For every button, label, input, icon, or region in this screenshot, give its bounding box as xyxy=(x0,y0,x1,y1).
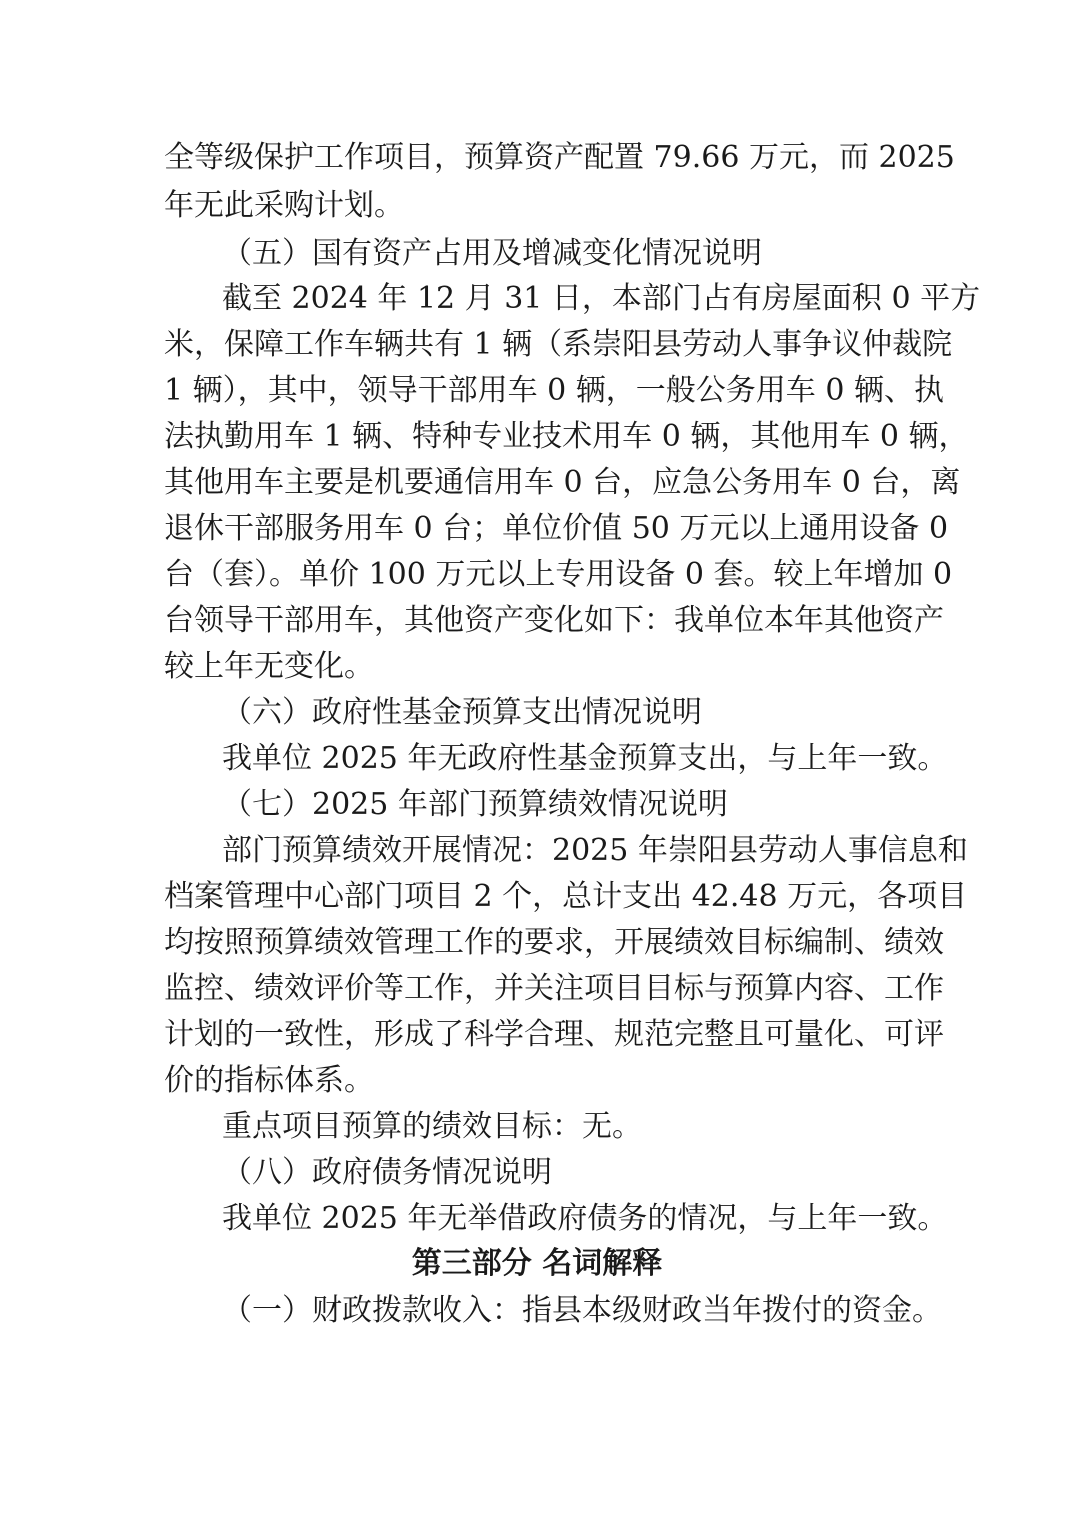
paragraph-line: 计划的一致性，形成了科学合理、规范完整且可量化、可评 xyxy=(164,1017,944,1052)
subsection-heading-six: （六）政府性基金预算支出情况说明 xyxy=(222,695,702,730)
paragraph-line: 1 辆），其中，领导干部用车 0 辆，一般公务用车 0 辆、执 xyxy=(164,373,944,408)
paragraph-line: 我单位 2025 年无政府性基金预算支出，与上年一致。 xyxy=(222,741,948,776)
paragraph-line: 年无此采购计划。 xyxy=(164,188,404,223)
paragraph-line: 监控、绩效评价等工作，并关注项目目标与预算内容、工作 xyxy=(164,971,944,1006)
part-three-title: 第三部分 名词解释 xyxy=(411,1246,663,1281)
paragraph-line: （一）财政拨款收入：指县本级财政当年拨付的资金。 xyxy=(222,1293,942,1328)
subsection-heading-eight: （八）政府债务情况说明 xyxy=(222,1155,552,1190)
paragraph-line: 价的指标体系。 xyxy=(164,1063,374,1098)
paragraph-line: 截至 2024 年 12 月 31 日，本部门占有房屋面积 0 平方 xyxy=(222,281,981,316)
paragraph-line: 较上年无变化。 xyxy=(164,649,374,684)
paragraph-line: 均按照预算绩效管理工作的要求，开展绩效目标编制、绩效 xyxy=(164,925,944,960)
paragraph-line: 全等级保护工作项目，预算资产配置 79.66 万元，而 2025 xyxy=(164,140,955,175)
paragraph-line: 米，保障工作车辆共有 1 辆（系崇阳县劳动人事争议仲裁院 xyxy=(164,327,953,362)
paragraph-line: 退休干部服务用车 0 台；单位价值 50 万元以上通用设备 0 xyxy=(164,511,949,546)
paragraph-line: 法执勤用车 1 辆、特种专业技术用车 0 辆，其他用车 0 辆， xyxy=(164,419,969,454)
paragraph-line: 重点项目预算的绩效目标：无。 xyxy=(222,1109,642,1144)
paragraph-line: 我单位 2025 年无举借政府债务的情况，与上年一致。 xyxy=(222,1201,948,1236)
subsection-heading-five: （五）国有资产占用及增减变化情况说明 xyxy=(222,236,762,271)
paragraph-line: 其他用车主要是机要通信用车 0 台，应急公务用车 0 台，离 xyxy=(164,465,961,500)
subsection-heading-seven: （七）2025 年部门预算绩效情况说明 xyxy=(222,787,728,822)
paragraph-line: 台（套）。单价 100 万元以上专用设备 0 套。较上年增加 0 xyxy=(164,557,953,592)
paragraph-line: 部门预算绩效开展情况：2025 年崇阳县劳动人事信息和 xyxy=(222,833,968,868)
paragraph-line: 台领导干部用车，其他资产变化如下：我单位本年其他资产 xyxy=(164,603,944,638)
paragraph-line: 档案管理中心部门项目 2 个，总计支出 42.48 万元，各项目 xyxy=(164,879,968,914)
